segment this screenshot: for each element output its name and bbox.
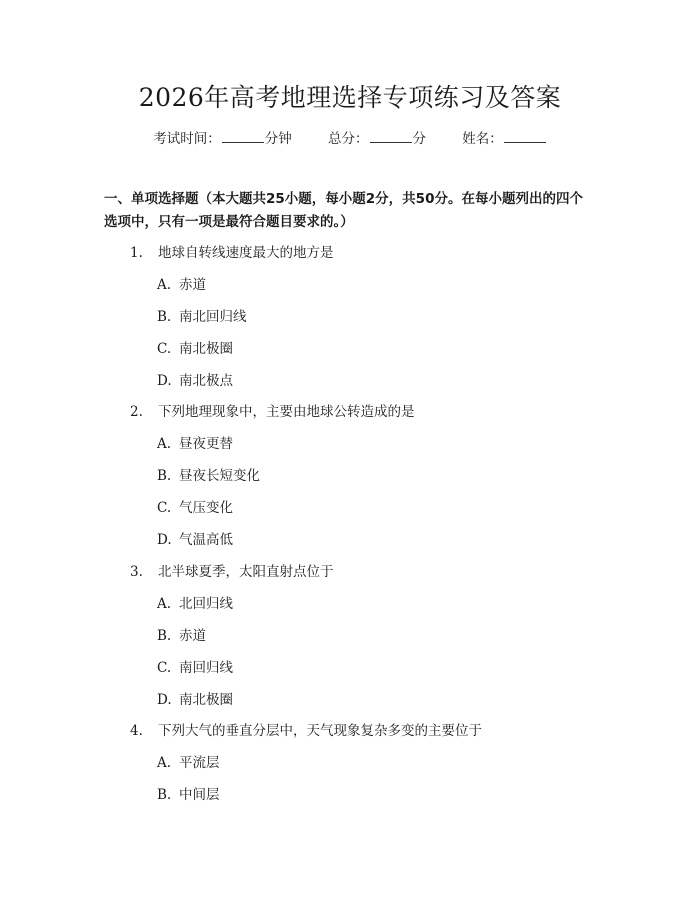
option-letter: B. — [157, 787, 172, 803]
section-heading: 一、单项选择题（本大题共25小题，每小题2分，共50分。在每小题列出的四个选项中，只有一项是最符合题目要求的。） — [104, 191, 583, 230]
exam-time-blank — [222, 129, 264, 143]
answer-option — [157, 753, 220, 773]
total-score-blank — [370, 129, 412, 143]
option-text: 南回归线 — [179, 660, 233, 676]
question-text: 地球自转线速度最大的地方是 — [158, 245, 334, 261]
answer-option — [157, 594, 233, 614]
option-letter: B. — [157, 309, 172, 325]
option-text: 昼夜长短变化 — [179, 468, 260, 484]
answer-option — [157, 307, 247, 327]
question-text: 下列大气的垂直分层中，天气现象复杂多变的主要位于 — [158, 723, 482, 739]
question-stem — [130, 721, 482, 741]
name-blank — [504, 129, 546, 143]
option-letter: D. — [157, 373, 172, 389]
exam-info-line — [0, 128, 700, 150]
answer-option — [157, 339, 233, 359]
answer-option — [157, 434, 233, 454]
name-label: 姓名： — [462, 131, 503, 147]
option-letter: D. — [157, 532, 172, 548]
option-text: 南北回归线 — [179, 309, 247, 325]
option-letter: C. — [157, 660, 172, 676]
option-text: 赤道 — [179, 277, 206, 293]
answer-option — [157, 690, 233, 710]
name-field — [462, 131, 547, 147]
answer-option — [157, 626, 206, 646]
answer-option — [157, 275, 206, 295]
option-letter: C. — [157, 500, 172, 516]
option-letter: A. — [157, 596, 172, 612]
answer-option — [157, 658, 233, 678]
option-text: 中间层 — [179, 787, 220, 803]
option-text: 气压变化 — [179, 500, 233, 516]
option-letter: A. — [157, 436, 172, 452]
option-letter: C. — [157, 341, 172, 357]
option-letter: B. — [157, 628, 172, 644]
answer-option — [157, 785, 220, 805]
question-stem — [130, 562, 334, 582]
question-number: 4. — [130, 723, 143, 739]
option-letter: D. — [157, 692, 172, 708]
total-score-label: 总分： — [328, 131, 369, 147]
option-text: 气温高低 — [179, 532, 233, 548]
question-number: 3. — [130, 564, 143, 580]
option-text: 南北极圈 — [179, 692, 233, 708]
total-score-unit: 分 — [412, 131, 426, 147]
question-number: 1. — [130, 245, 143, 261]
answer-option — [157, 466, 260, 486]
option-letter: B. — [157, 468, 172, 484]
exam-time-label: 考试时间： — [153, 131, 221, 147]
option-text: 昼夜更替 — [179, 436, 233, 452]
exam-time-field — [153, 131, 292, 147]
exam-time-unit: 分钟 — [264, 131, 292, 147]
question-text: 下列地理现象中，主要由地球公转造成的是 — [158, 404, 415, 420]
answer-option — [157, 498, 233, 518]
option-letter: A. — [157, 277, 172, 293]
total-score-field — [328, 131, 426, 147]
question-number: 2. — [130, 404, 143, 420]
option-letter: A. — [157, 755, 172, 771]
option-text: 南北极点 — [179, 373, 233, 389]
answer-option — [157, 371, 233, 391]
answer-option — [157, 530, 233, 550]
option-text: 赤道 — [179, 628, 206, 644]
question-stem — [130, 402, 415, 422]
option-text: 平流层 — [179, 755, 220, 771]
option-text: 南北极圈 — [179, 341, 233, 357]
document-title: 2026年高考地理选择专项练习及答案 — [138, 83, 562, 112]
question-stem — [130, 243, 334, 263]
option-text: 北回归线 — [179, 596, 233, 612]
question-text: 北半球夏季，太阳直射点位于 — [158, 564, 334, 580]
